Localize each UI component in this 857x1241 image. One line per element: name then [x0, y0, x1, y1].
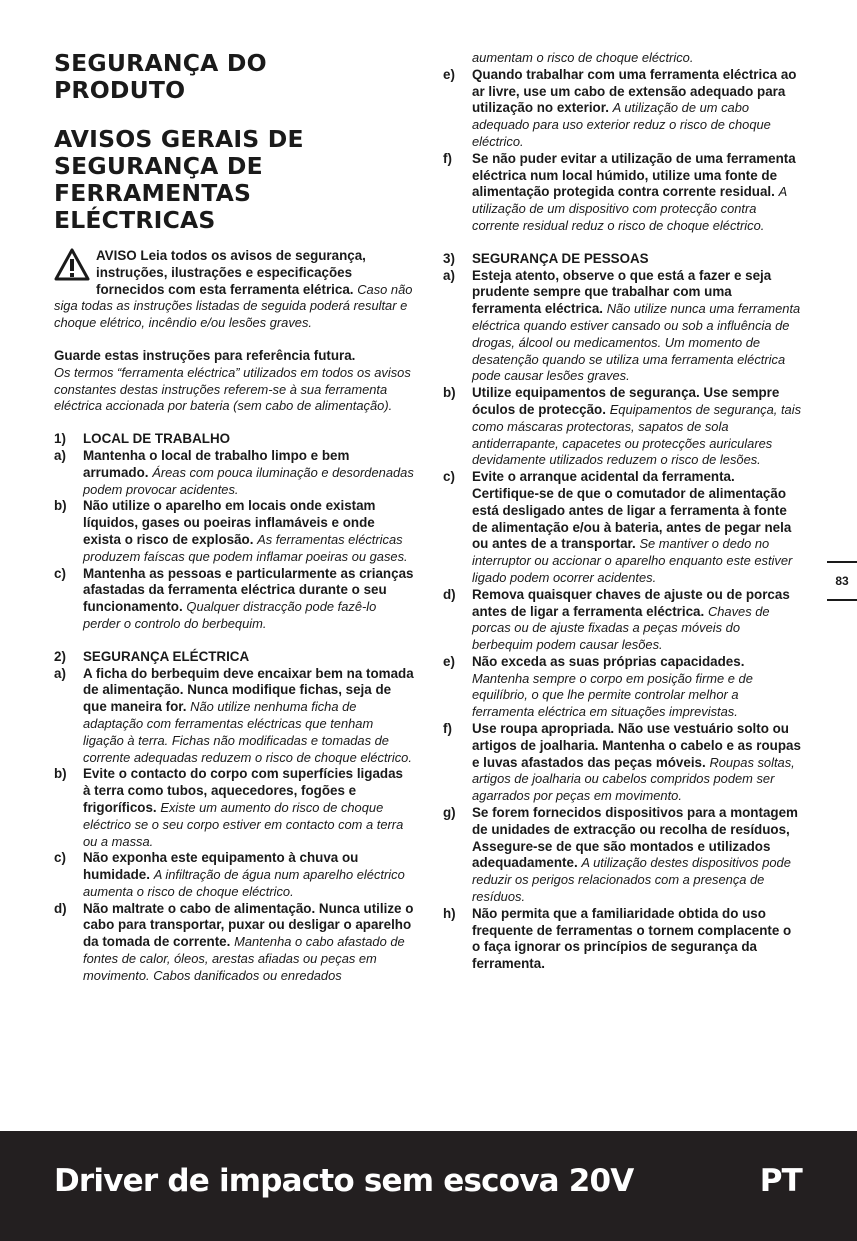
warning-block [54, 248, 414, 332]
section-number: 3) [443, 250, 455, 266]
item-italic: A infiltração de água num aparelho eléctrico aumenta o risco de choque eléctrico. [83, 867, 405, 899]
item-italic: Se mantiver o dedo no interruptor ou accionar o aparelho enquanto este estiver ligado podem ocorrer acidentes. [472, 536, 793, 585]
item-italic: A utilização de um dispositivo com protecção contra corrente residual reduz o risco de choque eléctrico. [472, 184, 787, 233]
item-italic: Não utilize nenhuma ficha de adaptação com ferramentas eléctricas que tenham ligação à terra. Fichas não modificadas e tomadas de corrente adequadas reduzem o risco de choque eléctrico. [83, 699, 412, 765]
item-bold: Se forem fornecidos dispositivos para a montagem de unidades de extracção ou recolha de resíduos, Assegure-se de que são montados e utilizados adequadamente. [472, 805, 798, 871]
item-italic: Não utilize nunca uma ferramenta eléctrica quando estiver cansado ou sob a influência de drogas, álcool ou medicamentos. Um momento de desatenção quando se utiliza uma ferramenta eléctrica pode causar lesões graves. [472, 301, 801, 384]
item-label: c) [54, 565, 66, 581]
list-item [443, 385, 803, 469]
section-title: SEGURANÇA DE PESSOAS [472, 250, 649, 266]
section-title: SEGURANÇA ELÉCTRICA [83, 648, 250, 664]
list-item [443, 469, 803, 587]
item-bold: Remova quaisquer chaves de ajuste ou de porcas antes de ligar a ferramenta eléctrica. [472, 586, 790, 619]
item-bold: Esteja atento, observe o que está a fazer e seja prudente sempre que trabalhar com uma ferramenta eléctrica. [472, 267, 772, 317]
list-item [443, 654, 803, 721]
item-bold: Se não puder evitar a utilização de uma ferramenta eléctrica num local húmido, utilize uma fonte de alimentação protegida contra corrente residual. [472, 150, 796, 200]
item-italic: Mantenha o cabo afastado de fontes de calor, óleos, arestas afiadas ou peças em movimento. Cabos danificados ou enredados [83, 934, 405, 983]
item-label: b) [54, 766, 67, 782]
item-bold: Não exponha este equipamento à chuva ou humidade. [83, 850, 359, 883]
list-item [54, 901, 414, 985]
item-bold: Evite o arranque acidental da ferramenta. Certifique-se de que o comutador de alimentação está desligado antes de ligar a ferramenta à fonte de alimentação e/ou à bateria, antes de pegar nela ou antes de a transportar. [472, 469, 792, 552]
list-item [443, 721, 803, 805]
item-label: e) [443, 66, 455, 82]
item-italic: Qualquer distracção pode fazê-lo perder o controlo do berbequim. [83, 599, 377, 631]
warning-bold-text: AVISO Leia todos os avisos de segurança, instruções, ilustrações e especificações fornecidos com esta ferramenta elétrica. [96, 248, 366, 297]
list-item [54, 498, 414, 565]
list-item [443, 268, 803, 386]
item-italic: Equipamentos de segurança, tais como máscaras protectoras, sapatos de sola antiderrapante, capacetes ou protecções auriculares devidamente utilizados reduzem o risco de lesões. [472, 401, 802, 468]
language-code: PT [759, 1163, 802, 1199]
item-bold: Evite o contacto do corpo com superfícies ligadas à terra como tubos, aquecedores, fogões e frigoríficos. [83, 766, 403, 815]
item-label: c) [54, 850, 66, 866]
list-item [443, 151, 803, 235]
item-italic: Roupas soltas, artigos de joalharia ou cabelos compridos podem ser agarrados por peças em movimento. [472, 754, 795, 804]
section-number: 1) [54, 431, 66, 447]
item-bold: Use roupa apropriada. Não use vestuário solto ou artigos de joalharia. Mantenha o cabelo e as roupas e luvas afastados das peças móveis. [472, 721, 801, 770]
item-bold: A ficha do berbequim deve encaixar bem na tomada de alimentação. Nunca modifique fichas, seja de que maneira for. [83, 665, 414, 715]
item-bold: Não permita que a familiaridade obtida do uso frequente de ferramentas o tornem complacente o o faça ignorar os princípios de segurança da ferramenta. [472, 905, 792, 972]
section-title: LOCAL DE TRABALHO [83, 431, 231, 447]
general-warnings-title: AVISOS GERAIS DE SEGURANÇA DE FERRAMENTAS ELÉCTRICAS [54, 125, 304, 234]
item-bold: Não utilize o aparelho em locais onde existam líquidos, gases ou poeiras inflamáveis e onde exista o risco de explosão. [83, 498, 376, 547]
left-column [54, 50, 414, 985]
item-italic: As ferramentas eléctricas produzem faíscas que podem inflamar poeiras ou gases. [83, 531, 408, 564]
section-number: 2) [54, 648, 66, 664]
item-label: f) [443, 150, 452, 166]
item-label: a) [54, 447, 66, 463]
item-italic: Áreas com pouca iluminação e desordenadas podem provocar acidentes. [83, 464, 414, 497]
list-item [54, 766, 414, 850]
item-label: a) [54, 665, 66, 681]
item-label: e) [443, 653, 455, 669]
list-item [54, 666, 414, 767]
item-label: c) [443, 469, 455, 485]
item-bold: Não maltrate o cabo de alimentação. Nunca utilize o cabo para transportar, puxar ou desligar o aparelho da tomada de corrente. [83, 900, 414, 950]
item-italic: Mantenha sempre o corpo em posição firme e de equilíbrio, o que lhe permite controlar melhor a ferramenta eléctrica em situações imprevistas. [472, 670, 753, 720]
section-2-header [54, 649, 414, 666]
list-item [443, 67, 803, 151]
item-bold: Mantenha as pessoas e particularmente as crianças afastadas da ferramenta eléctrica durante o seu funcionamento. [83, 565, 414, 615]
section-3-header [443, 251, 803, 268]
item-bold: Não exceda as suas próprias capacidades. [472, 653, 745, 669]
keep-bold-text: Guarde estas instruções para referência futura. [54, 347, 356, 363]
item-bold: Utilize equipamentos de segurança. Use sempre óculos de protecção. [472, 385, 780, 417]
item-italic: A utilização de um cabo adequado para uso exterior reduz o risco de choque eléctrico. [472, 100, 771, 149]
footer-bar [0, 1131, 857, 1241]
item-label: h) [443, 905, 456, 921]
keep-instructions [54, 348, 414, 415]
item-label: g) [443, 805, 456, 821]
item-bold: Quando trabalhar com uma ferramenta eléctrica ao ar livre, use um cabo de extensão adequado para utilização no exterior. [472, 66, 797, 116]
list-item [54, 566, 414, 633]
list-item [54, 850, 414, 900]
list-item [443, 805, 803, 906]
page-number: 83 [827, 561, 857, 601]
section-1-header [54, 431, 414, 448]
footer-title: Driver de impacto sem escova 20V [54, 1163, 634, 1199]
item-label: b) [443, 385, 456, 401]
item-label: a) [443, 267, 455, 283]
item-label: f) [443, 721, 452, 737]
item-label: d) [443, 586, 456, 602]
list-item-continuation [443, 50, 803, 67]
product-safety-title: SEGURANÇA DO PRODUTO [54, 49, 267, 104]
keep-italic-text: Os termos “ferramenta eléctrica” utilizados em todos os avisos constantes destas instruções referem-se à sua ferramenta eléctrica accionada por bateria (sem cabo de alimentação). [54, 364, 411, 414]
item-italic: Existe um aumento do risco de choque eléctrico se o seu corpo estiver em contacto com a terra ou a massa. [83, 799, 404, 849]
item-italic: aumentam o risco de choque eléctrico. [472, 50, 694, 65]
item-italic: A utilização destes dispositivos pode reduzir os perigos relacionados com a presença de resíduos. [472, 855, 791, 905]
item-italic: Chaves de porcas ou de ajuste fixadas a peças móveis do berbequim podem causar lesões. [472, 603, 770, 653]
warning-triangle-icon [54, 248, 90, 282]
warning-italic-text: Caso não siga todas as instruções listadas de seguida poderá resultar e choque elétrico, incêndio e/ou lesões graves. [54, 281, 413, 331]
list-item [443, 587, 803, 654]
item-label: d) [54, 900, 67, 916]
right-column [443, 50, 803, 973]
item-label: b) [54, 498, 67, 514]
list-item [54, 448, 414, 498]
list-item [443, 906, 803, 973]
item-bold: Mantenha o local de trabalho limpo e bem arrumado. [83, 447, 350, 480]
